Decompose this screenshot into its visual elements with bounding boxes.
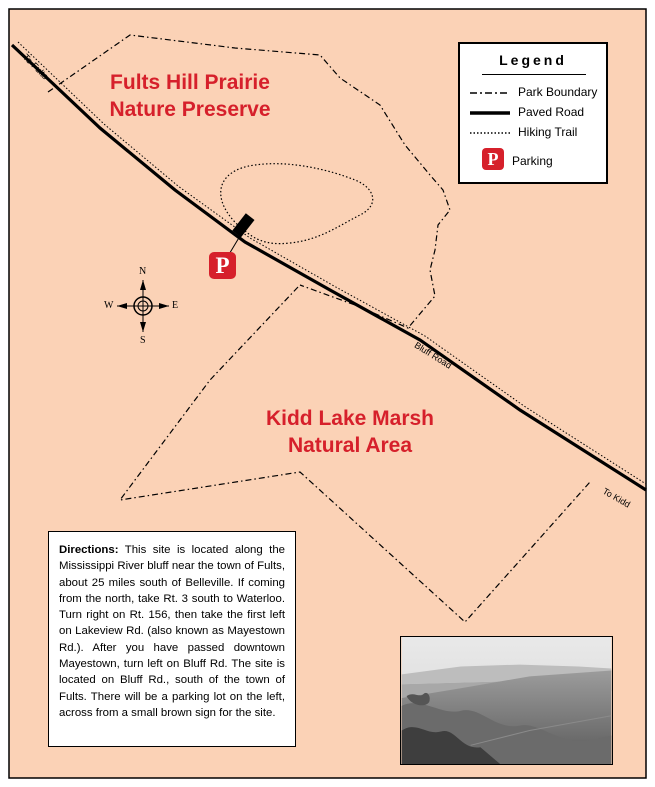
- legend-title: Legend: [499, 52, 567, 68]
- dash-dot-line-icon: [468, 88, 512, 98]
- directions-heading: Directions:: [59, 544, 119, 556]
- compass-south: S: [140, 335, 146, 346]
- compass-east: E: [172, 300, 179, 311]
- marsh-title-line2: Natural Area: [287, 434, 413, 457]
- road-label-to-kidd: To Kidd: [601, 486, 633, 510]
- legend-label: Paved Road: [518, 105, 585, 119]
- preserve-title-line2: Nature Preserve: [109, 98, 271, 121]
- marsh-title-line1: Kidd Lake Marsh: [265, 407, 435, 430]
- legend-item-paved-road: [468, 104, 608, 122]
- legend-label: Park Boundary: [518, 85, 598, 99]
- marsh-title: [250, 405, 450, 459]
- solid-line-icon: [468, 108, 512, 118]
- parking-marker-icon: P: [209, 252, 236, 279]
- directions-text: This site is located along the Mississippi River bluff near the town of Fults, about 25 miles south of Belleville. If coming from the north, take Rt. 3 south to Waterloo. Turn right on Rt. 156, then take the first left on Lakeview Rd. (also known as Mayestown Rd.). After you have passed downtown Mayestown, turn left on Bluff Rd. The site is located on Bluff Rd., south of the town of Fults. There will be a parking lot on the left, across from a small brown sign for the site.: [59, 544, 285, 719]
- legend-label: Hiking Trail: [518, 125, 578, 139]
- parking-icon: P: [482, 148, 504, 170]
- road-label-bluff-road: Bluff Road: [412, 340, 454, 371]
- legend-item-park-boundary: [468, 84, 608, 102]
- prairie-photo: [400, 636, 613, 765]
- preserve-title: [80, 69, 300, 123]
- preserve-title-line1: Fults Hill Prairie: [110, 71, 270, 94]
- compass-north: N: [139, 266, 147, 277]
- compass-west: W: [104, 300, 114, 311]
- legend-item-hiking-trail: [468, 124, 608, 142]
- legend-label-parking: Parking: [512, 154, 553, 168]
- legend: [458, 42, 608, 184]
- road-label-to-fults: To Fults: [20, 52, 51, 82]
- dotted-line-icon: [468, 128, 512, 138]
- directions-box: [48, 531, 296, 747]
- legend-divider: [482, 74, 586, 75]
